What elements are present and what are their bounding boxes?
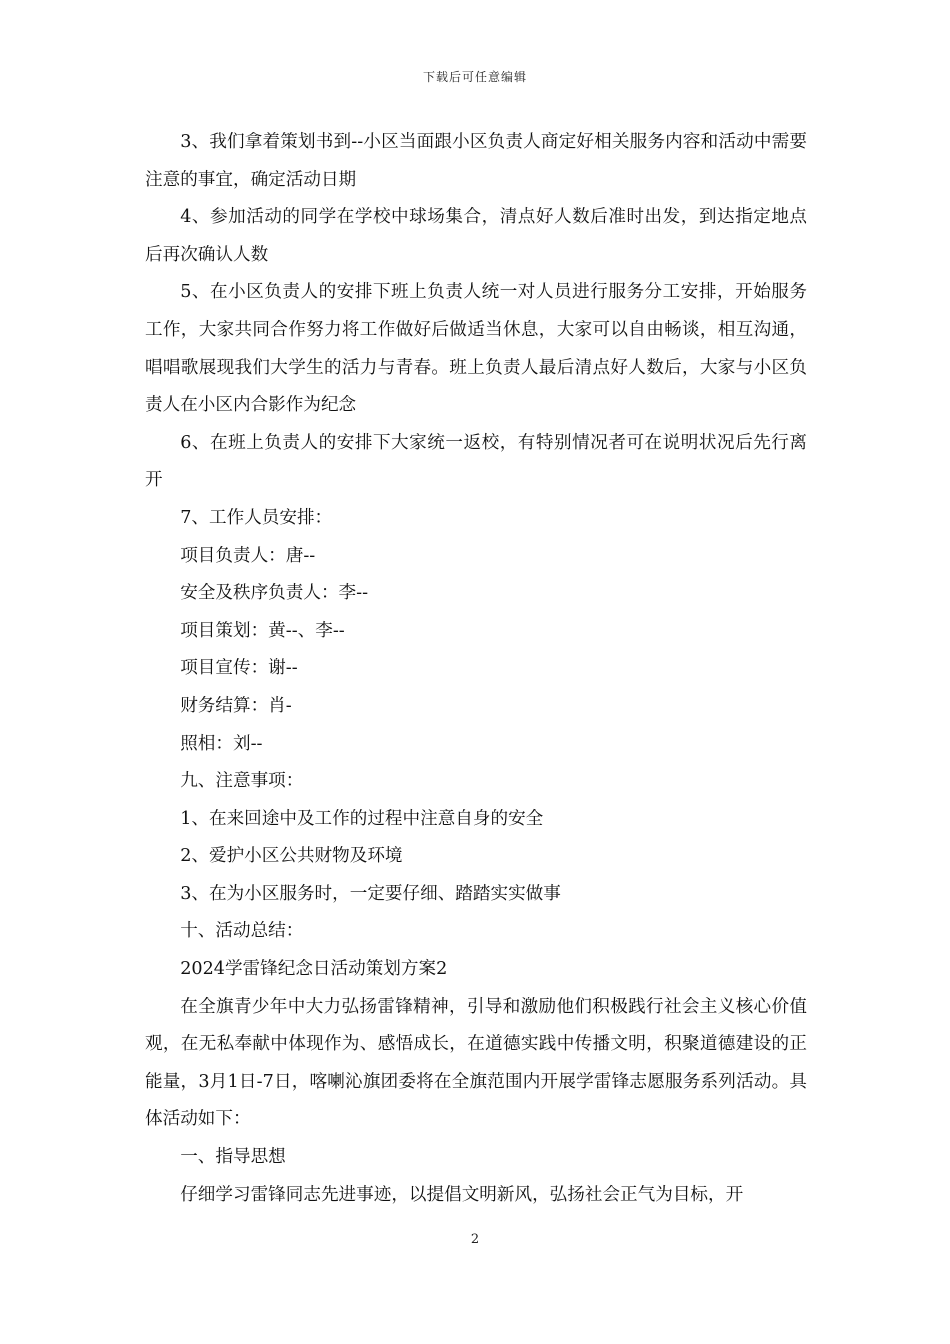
section-heading: 十、活动总结： <box>180 921 304 942</box>
list-item: 2、爱护小区公共财物及环境 <box>180 846 403 867</box>
paragraph: 7、工作人员安排： <box>180 507 333 528</box>
staff-line: 项目宣传：谢-- <box>180 658 298 679</box>
list-item: 1、在来回途中及工作的过程中注意自身的安全 <box>180 808 544 829</box>
paragraph: 4、参加活动的同学在学校中球场集合，清点好人数后准时出发，到达指定地点后再次确认人数 <box>145 207 807 265</box>
staff-line: 照相：刘-- <box>180 733 263 754</box>
paragraph: 在全旗青少年中大力弘扬雷锋精神，引导和激励他们积极践行社会主义核心价值观，在无私奉献中体现作为、感悟成长，在道德实践中传播文明，积聚道德建设的正能量，3月1日-7日，喀喇沁旗团委将在全旗范围内开展学雷锋志愿服务系列活动。具体活动如下： <box>145 996 807 1130</box>
staff-line: 项目策划：黄--、李-- <box>180 620 345 641</box>
paragraph: 5、在小区负责人的安排下班上负责人统一对人员进行服务分工安排，开始服务工作，大家共同合作努力将工作做好后做适当休息，大家可以自由畅谈，相互沟通，唱唱歌展现我们大学生的活力与青春。班上负责人最后清点好人数后，大家与小区负责人在小区内合影作为纪念 <box>145 282 807 416</box>
document-body <box>145 124 807 1214</box>
document-subtitle: 2024学雷锋纪念日活动策划方案2 <box>180 959 448 980</box>
paragraph: 6、在班上负责人的安排下大家统一返校，有特别情况者可在说明状况后先行离开 <box>145 432 807 491</box>
page-header: 下载后可任意编辑 <box>422 70 527 84</box>
section-heading: 九、注意事项： <box>180 771 304 792</box>
staff-line: 财务结算：肖- <box>180 695 292 716</box>
page-number: 2 <box>470 1232 480 1247</box>
paragraph: 3、我们拿着策划书到--小区当面跟小区负责人商定好相关服务内容和活动中需要注意的事宜，确定活动日期 <box>145 132 807 190</box>
paragraph: 仔细学习雷锋同志先进事迹，以提倡文明新风，弘扬社会正气为目标，开 <box>180 1184 744 1205</box>
list-item: 3、在为小区服务时，一定要仔细、踏踏实实做事 <box>180 883 561 904</box>
section-heading: 一、指导思想 <box>180 1147 286 1168</box>
staff-line: 安全及秩序负责人：李-- <box>180 583 369 604</box>
staff-line: 项目负责人：唐-- <box>180 545 316 566</box>
